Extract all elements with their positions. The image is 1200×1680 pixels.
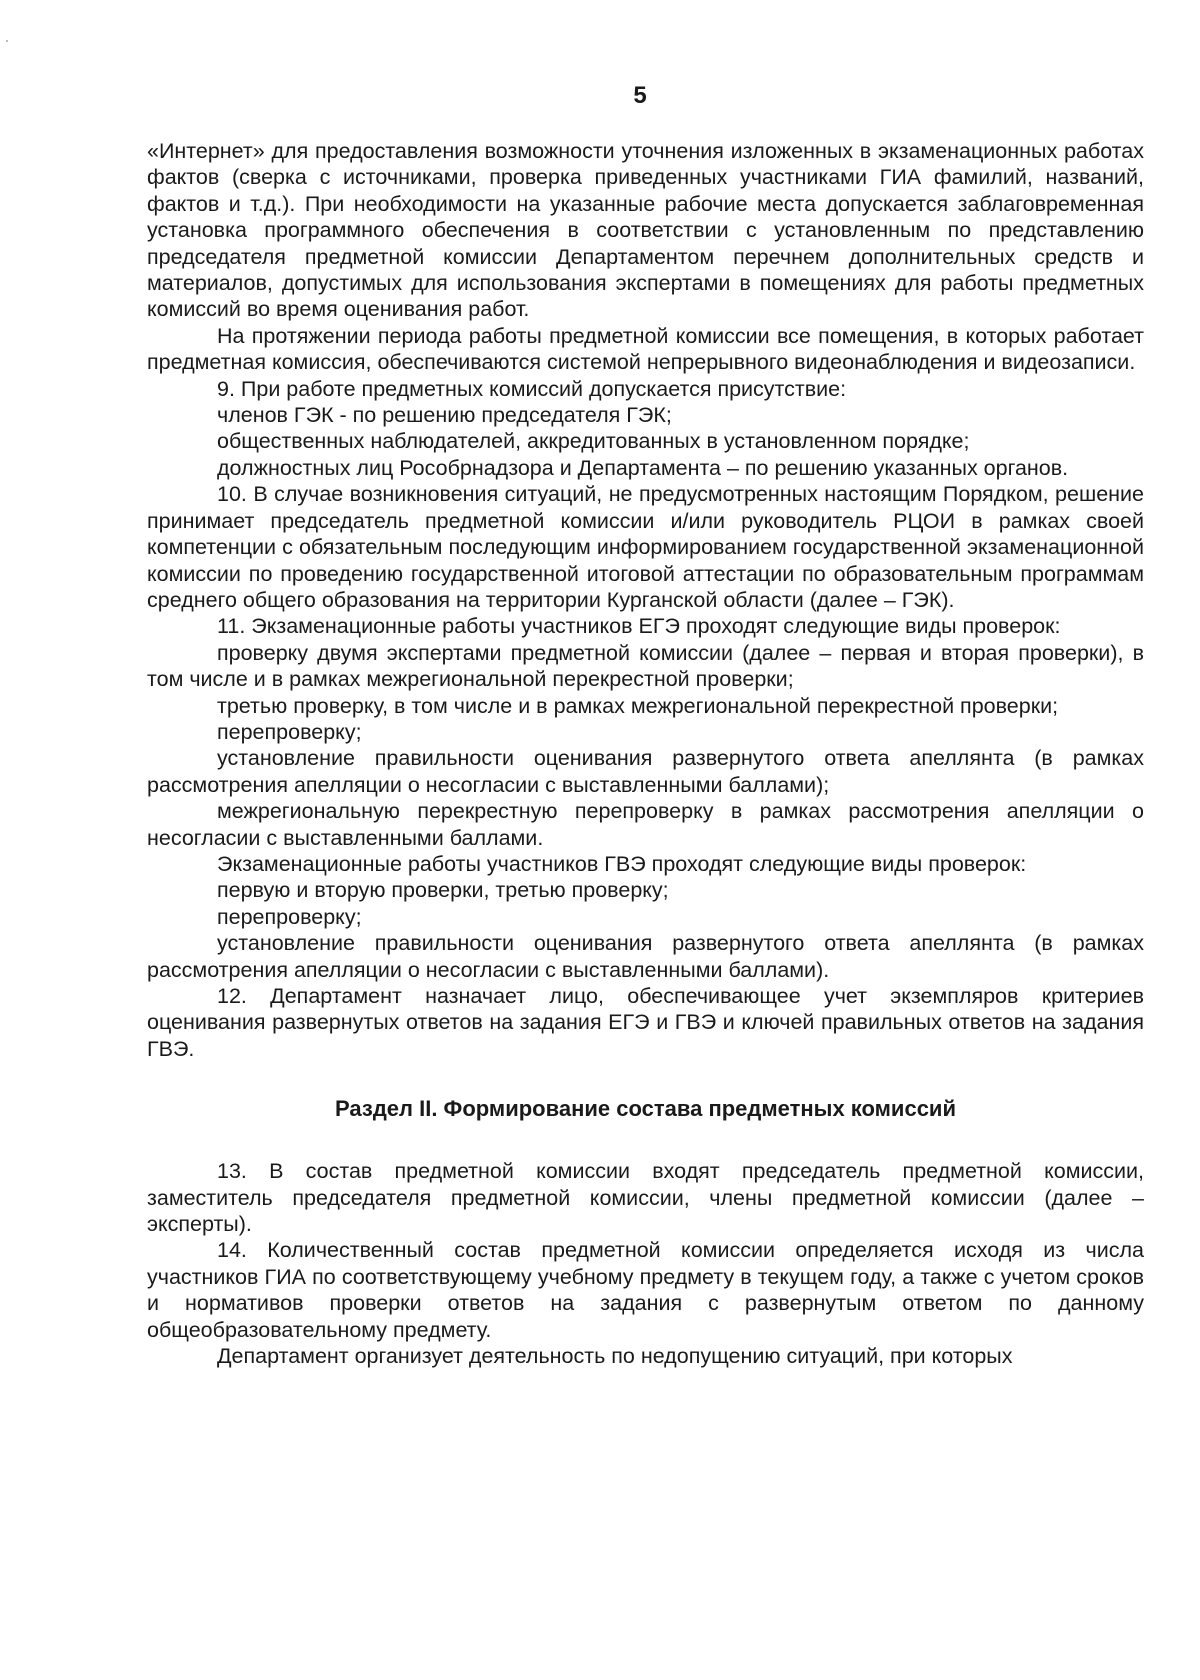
paragraph: общественных наблюдателей, аккредитованных в установленном порядке; bbox=[217, 429, 970, 454]
paragraph: должностных лиц Рособрнадзора и Департамента – по решению указанных органов. bbox=[217, 455, 1069, 480]
paragraph: 13. В состав предметной комиссии входят председатель предметной комиссии, заместитель председателя предметной комиссии, члены предметной комиссии (далее – эксперты). bbox=[147, 1159, 1144, 1237]
paragraph: 14. Количественный состав предметной комиссии определяется исходя из числа участников ГИА по соответствующему учебному предмету в текущем году, а также с учетом сроков и нормативов проверки ответов на задания с развернутым ответом по данному общеобразовательному предмету. bbox=[147, 1238, 1144, 1342]
page-number: 5 bbox=[633, 82, 647, 109]
paragraph: 11. Экзаменационные работы участников ЕГЭ проходят следующие виды проверок: bbox=[217, 614, 1061, 639]
paragraphs-after-heading bbox=[147, 1158, 1144, 1369]
paragraph: установление правильности оценивания развернутого ответа апеллянта (в рамках рассмотрения апелляции о несогласии с выставленными баллами). bbox=[147, 931, 1144, 982]
paragraph: На протяжении периода работы предметной комиссии все помещения, в которых работает предметная комиссия, обеспечиваются системой непрерывного видеонаблюдения и видеозаписи. bbox=[147, 323, 1144, 375]
paragraph: 12. Департамент назначает лицо, обеспечивающее учет экземпляров критериев оценивания развернутых ответов на задания ЕГЭ и ГВЭ и ключей правильных ответов на задания ГВЭ. bbox=[147, 984, 1144, 1061]
scan-artifact bbox=[6, 40, 8, 42]
paragraph: установление правильности оценивания развернутого ответа апеллянта (в рамках рассмотрения апелляции о несогласии с выставленными баллами); bbox=[147, 746, 1144, 797]
paragraph: Департамент организует деятельность по недопущению ситуаций, при которых bbox=[217, 1344, 1013, 1369]
paragraphs-before-heading bbox=[147, 138, 1144, 1062]
document-body bbox=[147, 138, 1144, 1369]
paragraph: третью проверку, в том числе и в рамках межрегиональной перекрестной проверки; bbox=[217, 693, 1059, 718]
paragraph: 9. При работе предметных комиссий допускается присутствие: bbox=[217, 376, 847, 401]
paragraph: членов ГЭК - по решению председателя ГЭК; bbox=[217, 403, 672, 428]
paragraph: первую и вторую проверки, третью проверку; bbox=[217, 878, 669, 903]
paragraph: перепроверку; bbox=[217, 719, 362, 744]
paragraph: перепроверку; bbox=[217, 904, 362, 929]
paragraph: 10. В случае возникновения ситуаций, не предусмотренных настоящим Порядком, решение принимает председатель предметной комиссии и/или руководитель РЦОИ в рамках своей компетенции с обязательным последующим информированием государственной экзаменационной комиссии по проведению государственной итоговой аттестации по образовательным программам среднего общего образования на территории Курганской области (далее – ГЭК). bbox=[147, 482, 1144, 612]
paragraph: «Интернет» для предоставления возможности уточнения изложенных в экзаменационных работах фактов (сверка с источниками, проверка приведенных участниками ГИА фамилий, названий, фактов и т.д.). При необходимости на указанные рабочие места допускается заблаговременная установка программного обеспечения в соответствии с установленным по представлению председателя предметной комиссии Департаментом перечнем дополнительных средств и материалов, допустимых для использования экспертами в помещениях для работы предметных комиссий во время оценивания работ. bbox=[147, 139, 1144, 322]
section-heading: Раздел II. Формирование состава предметных комиссий bbox=[335, 1096, 956, 1122]
paragraph: межрегиональную перекрестную перепроверку в рамках рассмотрения апелляции о несогласии с выставленными баллами. bbox=[147, 799, 1144, 850]
paragraph: проверку двумя экспертами предметной комиссии (далее – первая и вторая проверки), в том числе и в рамках межрегиональной перекрестной проверки; bbox=[147, 640, 1144, 692]
paragraph: Экзаменационные работы участников ГВЭ проходят следующие виды проверок: bbox=[217, 851, 1027, 876]
